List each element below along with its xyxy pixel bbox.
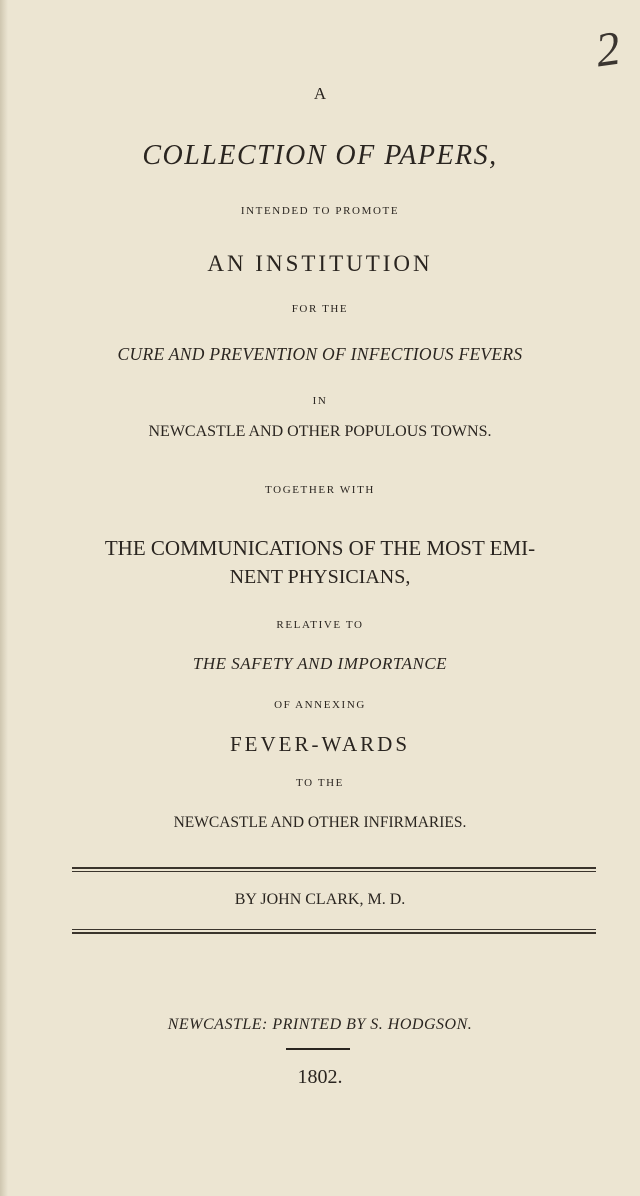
safety-importance-line: THE SAFETY AND IMPORTANCE — [192, 654, 448, 673]
communications-line-2: NENT PHYSICIANS, — [229, 566, 411, 588]
cure-prevention-line: CURE AND PREVENTION OF INFECTIOUS FEVERS — [117, 344, 523, 364]
fever-wards-line: FEVER-WARDS — [229, 732, 410, 756]
author-line: BY JOHN CLARK, M. D. — [234, 891, 406, 908]
rule-bottom-2 — [72, 932, 596, 934]
infirmaries-line: NEWCASTLE AND OTHER INFIRMARIES. — [173, 814, 467, 831]
relative-to-line: RELATIVE TO — [276, 619, 364, 631]
in-line: IN — [312, 395, 328, 407]
communications-line-1: THE COMMUNICATIONS OF THE MOST EMI- — [104, 536, 536, 560]
to-the-line: TO THE — [296, 777, 344, 789]
imprint-line: NEWCASTLE: PRINTED BY S. HODGSON. — [167, 1016, 473, 1033]
rule-top-1 — [72, 867, 596, 869]
title-article: A — [313, 84, 327, 103]
handwritten-mark: 2 — [592, 21, 624, 78]
newcastle-towns-line: NEWCASTLE AND OTHER POPULOUS TOWNS. — [148, 423, 492, 440]
rule-top-2 — [72, 871, 596, 872]
together-with-line: TOGETHER WITH — [265, 484, 375, 496]
imprint-rule — [286, 1048, 350, 1050]
year-line: 1802. — [297, 1066, 343, 1088]
of-annexing-line: OF ANNEXING — [274, 699, 366, 711]
institution-line: AN INSTITUTION — [207, 251, 433, 276]
intended-line: INTENDED TO PROMOTE — [240, 205, 400, 217]
rule-bottom-1 — [72, 929, 596, 930]
for-the-line: FOR THE — [291, 303, 349, 315]
main-title: COLLECTION OF PAPERS, — [142, 140, 498, 171]
